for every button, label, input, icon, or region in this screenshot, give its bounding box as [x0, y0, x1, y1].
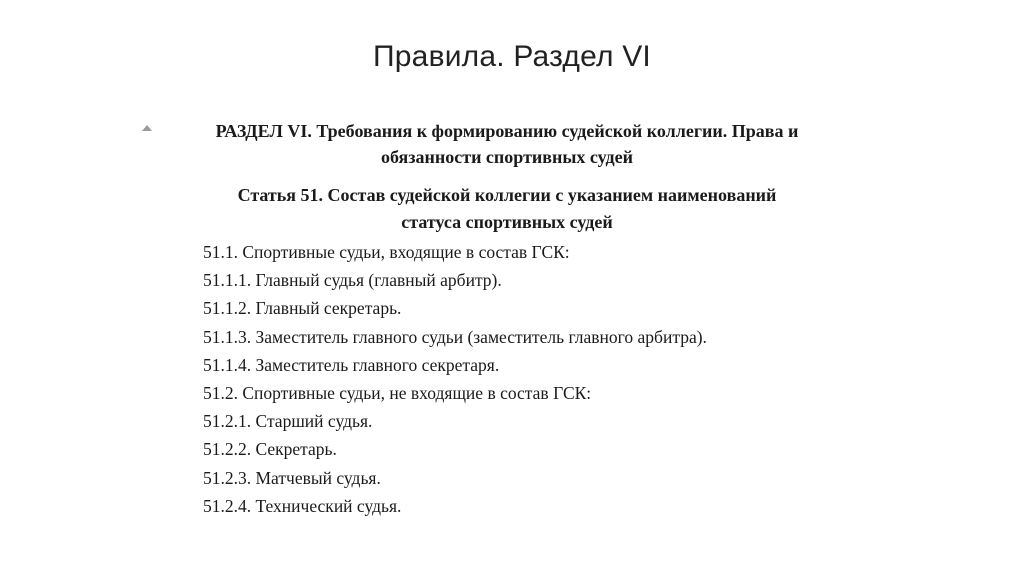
list-item: 51.2.2. Секретарь.: [203, 439, 337, 460]
list-item: 51.1.2. Главный секретарь.: [203, 298, 402, 319]
list-item: 51.2.1. Старший судья.: [203, 411, 373, 432]
article-heading: [140, 182, 860, 236]
list-item: 51.2. Спортивные судьи, не входящие в состав ГСК:: [203, 383, 592, 404]
collapse-triangle-icon: [142, 125, 152, 131]
list-item: 51.2.4. Технический судья.: [203, 495, 402, 516]
article-item-list: [140, 238, 860, 520]
section-heading-line-1: РАЗДЕЛ VI. Требования к формированию судейской коллегии. Права и: [215, 121, 799, 141]
article-heading-line-1: Статья 51. Состав судейской коллегии с указанием наименований: [237, 185, 777, 205]
list-item: 51.1.3. Заместитель главного судьи (заместитель главного арбитра).: [203, 326, 707, 347]
slide-title: Правила. Раздел VI: [373, 40, 651, 73]
article-heading-line-2: статуса спортивных судей: [401, 212, 613, 232]
list-item: 51.1.4. Заместитель главного секретаря.: [203, 354, 500, 375]
list-item: 51.1.1. Главный судья (главный арбитр).: [203, 270, 502, 291]
section-heading-line-2: обязанности спортивных судей: [380, 147, 634, 167]
section-heading: [140, 118, 860, 170]
list-item: 51.1. Спортивные судьи, входящие в состав ГСК:: [203, 242, 570, 262]
list-item: 51.2.3. Матчевый судья.: [203, 467, 381, 488]
document-excerpt: [140, 118, 860, 520]
